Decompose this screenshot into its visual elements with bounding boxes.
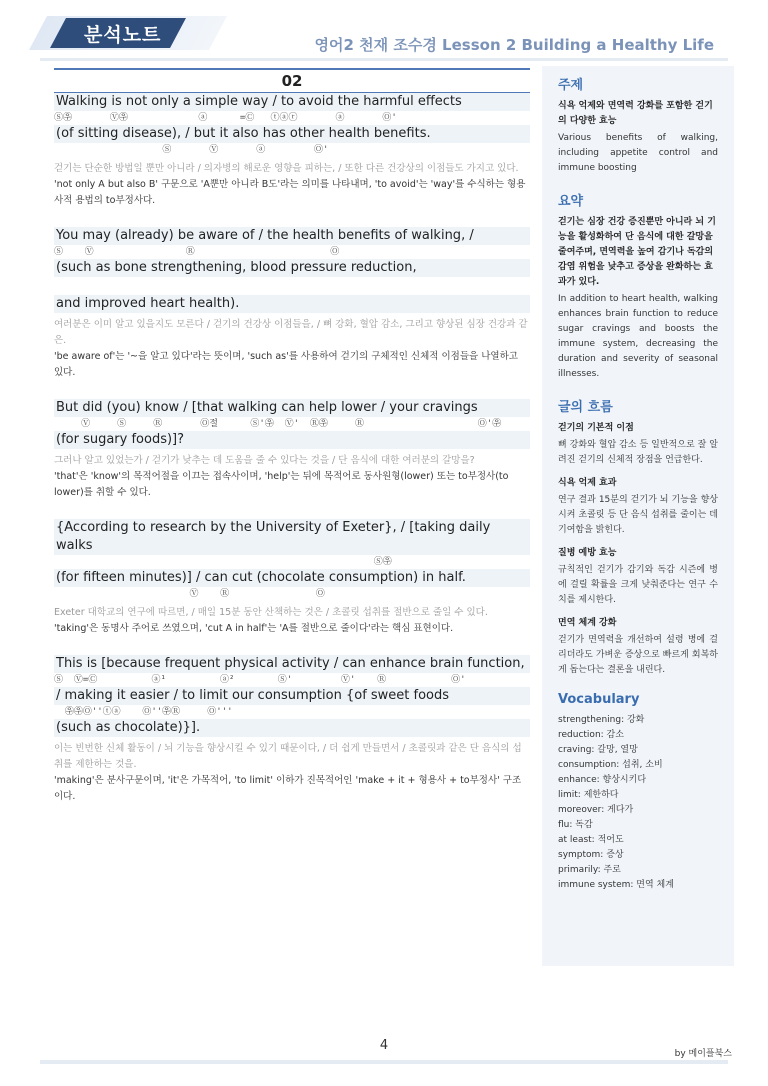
english-line: {According to research by the University of Exeter}, / [taking daily walks bbox=[54, 519, 530, 555]
english-line: This is [because frequent physical activity / can enhance brain function, bbox=[54, 655, 530, 673]
section-number: 02 bbox=[54, 70, 530, 93]
sidebar-flow bbox=[558, 396, 718, 678]
grammar-note: 'not only A but also B' 구문으로 'A뿐만 아니라 B도'라는 의미를 나타내며, 'to avoid'는 'way'를 수식하는 형용사적 용법의 to부정사다. bbox=[54, 179, 526, 206]
korean-translation: 이는 빈번한 신체 활동이 / 뇌 기능을 향상시킬 수 있기 때문이다, / 더 쉽게 만들면서 / 초콜릿과 같은 단 음식의 섭취를 제한하는 것을. bbox=[54, 743, 522, 770]
grammar-marks: Ⓢ㉾ bbox=[54, 557, 392, 567]
vocab-item: craving: 갈망, 열망 bbox=[558, 745, 638, 755]
flow-item-title: 질병 예방 효능 bbox=[558, 548, 617, 558]
grammar-marks: ㉾㉾Ⓞ''ⓣⓐ Ⓞ''㉾Ⓡ Ⓞ''' bbox=[54, 707, 233, 717]
grammar-marks: Ⓢ Ⓥ Ⓡ Ⓞ bbox=[54, 247, 340, 257]
korean-translation: 걷기는 단순한 방법일 뿐만 아니라 / 의자병의 해로운 영향을 피하는, / 또한 다른 건강상의 이점들도 가지고 있다. bbox=[54, 163, 519, 174]
sidebar-heading: 요약 bbox=[558, 194, 584, 209]
header-title: 영어2 천재 조수경 Lesson 2 Building a Healthy Life bbox=[314, 36, 714, 54]
vocab-item: strengthening: 강화 bbox=[558, 715, 645, 725]
theme-korean: 식욕 억제와 면역력 강화를 포함한 걷기의 다양한 효능 bbox=[558, 101, 713, 126]
sidebar-vocabulary bbox=[558, 692, 718, 893]
grammar-marks: Ⓥ Ⓡ Ⓞ bbox=[54, 589, 325, 599]
line-spacer bbox=[54, 277, 530, 295]
flow-item-title: 면역 체계 강화 bbox=[558, 618, 617, 628]
sidebar-heading: Vocabulary bbox=[558, 692, 640, 707]
sentence-block-2 bbox=[54, 227, 530, 381]
flow-item-title: 걷기의 기본적 이점 bbox=[558, 423, 634, 433]
sidebar-heading: 글의 흐름 bbox=[558, 400, 613, 415]
grammar-marks: Ⓢ㉾ Ⓥ㉾ ⓐ =Ⓒ ⓣⓐⓡ ⓐ Ⓞ' bbox=[54, 113, 397, 123]
vocab-item: at least: 적어도 bbox=[558, 835, 624, 845]
header-divider bbox=[40, 58, 728, 61]
sentence-block-3 bbox=[54, 399, 530, 501]
sidebar-summary bbox=[558, 190, 718, 382]
logo-text: 분석노트 bbox=[84, 24, 162, 46]
flow-item-text: 연구 결과 15분의 걷기가 뇌 기능을 향상시켜 초콜릿 등 단 음식 섭취를 줄이는 데 기여함을 밝힌다. bbox=[558, 495, 718, 535]
flow-item-text: 걷기가 면역력을 개선하여 설령 병에 걸리더라도 가벼운 증상으로 빠르게 회복하게 돕는다는 결론을 내린다. bbox=[558, 635, 718, 675]
vocab-item: immune system: 면역 체계 bbox=[558, 880, 674, 890]
grammar-marks: Ⓥ Ⓢ Ⓡ Ⓞ절 Ⓢ'㉾ Ⓥ' Ⓡ㉾ Ⓡ Ⓞ'㉾ bbox=[54, 419, 502, 429]
vocab-item: symptom: 증상 bbox=[558, 850, 624, 860]
english-line: (for sugary foods)]? bbox=[54, 431, 530, 449]
vocab-item: moreover: 게다가 bbox=[558, 805, 634, 815]
vocab-item: primarily: 주로 bbox=[558, 865, 621, 875]
grammar-note: 'taking'은 동명사 주어로 쓰였으며, 'cut A in half'는 'A를 절반으로 줄이다'라는 핵심 표현이다. bbox=[54, 623, 454, 634]
sentence-block-5 bbox=[54, 655, 530, 805]
vocab-item: enhance: 향상시키다 bbox=[558, 775, 647, 785]
korean-translation: Exeter 대학교의 연구에 따르면, / 매일 15분 동안 산책하는 것은 / 초콜릿 섭취를 절반으로 줄일 수 있다. bbox=[54, 607, 488, 618]
summary-english: In addition to heart health, walking enhances brain function to reduce sugar cravings and boosts the immune system, decreasing the duration and severity of seasonal illnesses. bbox=[558, 294, 718, 379]
flow-item-text: 뼈 강화와 혈압 감소 등 일반적으로 잘 알려진 걷기의 신체적 장점을 언급한다. bbox=[558, 440, 718, 465]
english-line: But did (you) know / [that walking can help lower / your cravings bbox=[54, 399, 530, 417]
grammar-marks: Ⓢ Ⓥ ⓐ Ⓞ' bbox=[54, 145, 329, 155]
sentence-block-1 bbox=[54, 93, 530, 209]
english-line: (of sitting disease), / but it also has other health benefits. bbox=[54, 125, 530, 143]
vocab-item: limit: 제한하다 bbox=[558, 790, 619, 800]
english-line: You may (already) be aware of / the health benefits of walking, / bbox=[54, 227, 530, 245]
english-line: (for fifteen minutes)] / can cut (chocolate consumption) in half. bbox=[54, 569, 530, 587]
korean-translation: 그러나 알고 있었는가 / 걷기가 낮추는 데 도움을 줄 수 있다는 것을 / 단 음식에 대한 여러분의 갈망을? bbox=[54, 455, 475, 466]
grammar-marks: Ⓢ Ⓥ=Ⓒ ⓐ¹ ⓐ² Ⓢ' Ⓥ' Ⓡ Ⓞ' bbox=[54, 675, 466, 685]
theme-english: Various benefits of walking, including appetite control and immune boosting bbox=[558, 133, 718, 173]
english-line: Walking is not only a simple way / to avoid the harmful effects bbox=[54, 93, 530, 111]
grammar-note: 'be aware of'는 '~을 알고 있다'라는 뜻이며, 'such as'를 사용하여 걷기의 구체적인 신체적 이점들을 나열하고 있다. bbox=[54, 351, 518, 378]
main-content bbox=[54, 68, 530, 823]
sidebar bbox=[542, 66, 734, 966]
flow-item-text: 규칙적인 걷기가 감기와 독감 시즌에 병에 걸릴 확률을 크게 낮춰준다는 연구 수치를 제시한다. bbox=[558, 565, 718, 605]
vocab-item: consumption: 섭취, 소비 bbox=[558, 760, 663, 770]
sidebar-heading: 주제 bbox=[558, 78, 584, 93]
grammar-note: 'making'은 분사구문이며, 'it'은 가목적어, 'to limit' 이하가 진목적어인 'make + it + 형용사 + to부정사' 구조이다. bbox=[54, 775, 522, 802]
vocab-item: flu: 독감 bbox=[558, 820, 593, 830]
sidebar-theme bbox=[558, 74, 718, 176]
english-line: (such as chocolate)}]. bbox=[54, 719, 530, 737]
sentence-block-4 bbox=[54, 519, 530, 637]
flow-item-title: 식욕 억제 효과 bbox=[558, 478, 617, 488]
korean-translation: 여러분은 이미 알고 있을지도 모른다 / 걷기의 건강상 이점들을, / 뼈 강화, 혈압 감소, 그리고 향상된 심장 건강과 같은. bbox=[54, 319, 528, 346]
english-line: and improved heart health). bbox=[54, 295, 530, 313]
page-number: 4 bbox=[379, 1038, 389, 1053]
summary-korean: 걷기는 심장 건강 증진뿐만 아니라 뇌 기능을 활성화하여 단 음식에 대한 갈망을 줄여주며, 면역력을 높여 감기나 독감의 감염 위험을 낮추고 증상을 완화하는 효과가 있다. bbox=[558, 217, 716, 287]
vocab-item: reduction: 감소 bbox=[558, 730, 624, 740]
footer-brand: by 메이플북스 bbox=[674, 1049, 732, 1059]
grammar-note: 'that'은 'know'의 목적어절을 이끄는 접속사이며, 'help'는 뒤에 목적어로 동사원형(lower) 또는 to부정사(to lower)를 취할 수 있다. bbox=[54, 471, 509, 498]
footer-divider bbox=[40, 1060, 728, 1064]
english-line: (such as bone strengthening, blood pressure reduction, bbox=[54, 259, 530, 277]
english-line: / making it easier / to limit our consumption {of sweet foods bbox=[54, 687, 530, 705]
